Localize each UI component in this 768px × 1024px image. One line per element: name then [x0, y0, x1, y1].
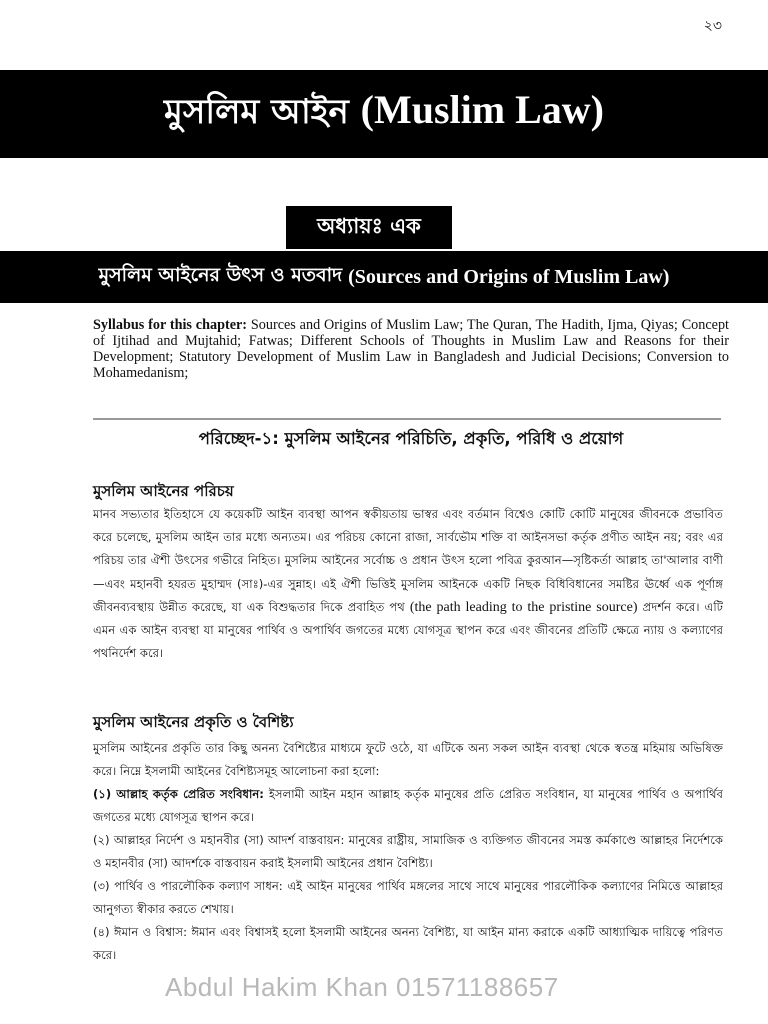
section-heading: পরিচ্ছেদ-১: মুসলিম আইনের পরিচিতি, প্রকৃতি, পরিধি ও প্রয়োগ — [198, 429, 624, 448]
chapter-label: অধ্যায়ঃ এক — [286, 206, 452, 249]
feature-label: (৪) ঈমান ও বিশ্বাস: — [93, 925, 187, 939]
syllabus-text: Sources and Origins of Muslim Law; The Quran, The Hadith, Ijma, Qiyas; Concept of Ijtihad and Mujtahid; Fatwas; Different Schools of Thoughts in Muslim Law and Reasons for their Development; Statutory Development of Muslim Law in Bangladesh and Judicial Decisions; Conversion to Mohamedanism; — [93, 317, 729, 381]
feature-text: মানুষের রাষ্ট্রীয়, সামাজিক ও ব্যক্তিগত জীবনের সমস্ত কর্মকাণ্ডে আল্লাহর নির্দেশকে ও মহানবীর (সা) আদর্শকে বাস্তবায়ন করাই ইসলামী আইনের প্রধান বৈশিষ্ট্য। — [93, 833, 723, 871]
intro-paragraph — [93, 503, 723, 665]
feature-label: (১) আল্লাহ কর্তৃক প্রেরিত সংবিধান: — [93, 787, 264, 801]
subtitle-english: (Sources and Origins of Muslim Law) — [348, 265, 670, 288]
intro-heading: মুসলিম আইনের পরিচয় — [93, 482, 234, 500]
intro-text-after: প্রদর্শন করে। এটি এমন এক আইন ব্যবস্থা যা মানুষের পার্থিব ও অপার্থিব জগতের মধ্যে যোগসূত্র স্থাপন করে এবং জীবনের প্রতিটি ক্ষেত্রে ন্যায় ও কল্যাণের পথনির্দেশ করে। — [93, 599, 724, 661]
feature-item — [93, 829, 723, 875]
nature-heading: মুসলিম আইনের প্রকৃতি ও বৈশিষ্ট্য — [93, 713, 294, 731]
title-bengali: মুসলিম আইন — [164, 91, 349, 132]
subtitle-bengali: মুসলিম আইনের উৎস ও মতবাদ — [98, 264, 343, 286]
syllabus — [93, 317, 729, 381]
page-number: ২৩ — [703, 18, 722, 34]
intro-text-before: মানব সভ্যতার ইতিহাসে যে কয়েকটি আইন ব্যবস্থা আপন স্বকীয়তায় ভাস্বর এবং বর্তমান বিশ্বেও কোটি কোটি মানুষের জীবনকে প্রভাবিত করে চলেছে, মুসলিম আইন তার মধ্যে অন্যতম। এর পরিচয় কোনো রাজা, সার্বভৌম শক্তি বা আইনসভা কর্তৃক প্রণীত আইন নয়; বরং এর পরিচয় তার ঐশী উৎসের গভীরে নিহিত। মুসলিম আইনের সর্বোচ্চ ও প্রধান উৎস হলো পবিত্র কুরআন—সৃষ্টিকর্তা আল্লাহ তা'আলার বাণী—এবং মহানবী হযরত মুহাম্মদ (সাঃ)-এর সুন্নাহ। এই ঐশী ভিত্তিই মুসলিম আইনকে একটি নিছক বিধিবিধানের সমষ্টির ঊর্ধ্বে এক পূর্ণাঙ্গ জীবনব্যবস্থায় উন্নীত করেছে, যা এক বিশুদ্ধতার দিকে প্রবাহিত পথ — [93, 507, 723, 614]
intro-text-english: (the path leading to the pristine source) — [409, 599, 638, 615]
feature-item — [93, 875, 723, 921]
feature-item — [93, 921, 723, 967]
feature-label: (৩) পার্থিব ও পারলৌকিক কল্যাণ সাধন: — [93, 879, 283, 893]
watermark: Abdul Hakim Khan 01571188657 — [165, 972, 559, 1002]
syllabus-label: Syllabus for this chapter: — [93, 317, 248, 333]
feature-label: (২) আল্লাহর নির্দেশ ও মহানবীর (সা) আদর্শ বাস্তবায়ন: — [93, 833, 345, 847]
subtitle-banner — [0, 251, 768, 303]
page-title — [164, 86, 604, 143]
feature-text: এই আইন মানুষের পার্থিব মঙ্গলের সাথে সাথে মানুষের পারলৌকিক কল্যাণের নিমিত্তে আল্লাহর আনুগত্য স্বীকার করতে শেখায়। — [93, 879, 724, 917]
title-banner — [0, 70, 768, 158]
nature-intro: মুসলিম আইনের প্রকৃতি তার কিছু অনন্য বৈশিষ্ট্যের মাধ্যমে ফুটে ওঠে, যা এটিকে অন্য সকল আইন ব্যবস্থা থেকে স্বতন্ত্র মহিমায় অভিষিক্ত করে। নিম্নে ইসলামী আইনের বৈশিষ্ট্যসমূহ আলোচনা করা হলো: — [93, 741, 723, 779]
feature-item — [93, 783, 723, 829]
feature-text: ইসলামী আইন মহান আল্লাহ কর্তৃক মানুষের প্রতি প্রেরিত সংবিধান, যা মানুষের পার্থিব ও অপার্থিব জগতের মধ্যে যোগসূত্র স্থাপন করে। — [93, 787, 724, 825]
title-english: (Muslim Law) — [360, 86, 604, 132]
feature-text: ঈমান এবং বিশ্বাসই হলো ইসলামী আইনের অনন্য বৈশিষ্ট্য, যা আইন মান্য করাকে একটি আধ্যাত্মিক দায়িত্বে পরিণত করে। — [93, 925, 724, 963]
divider — [93, 418, 721, 420]
